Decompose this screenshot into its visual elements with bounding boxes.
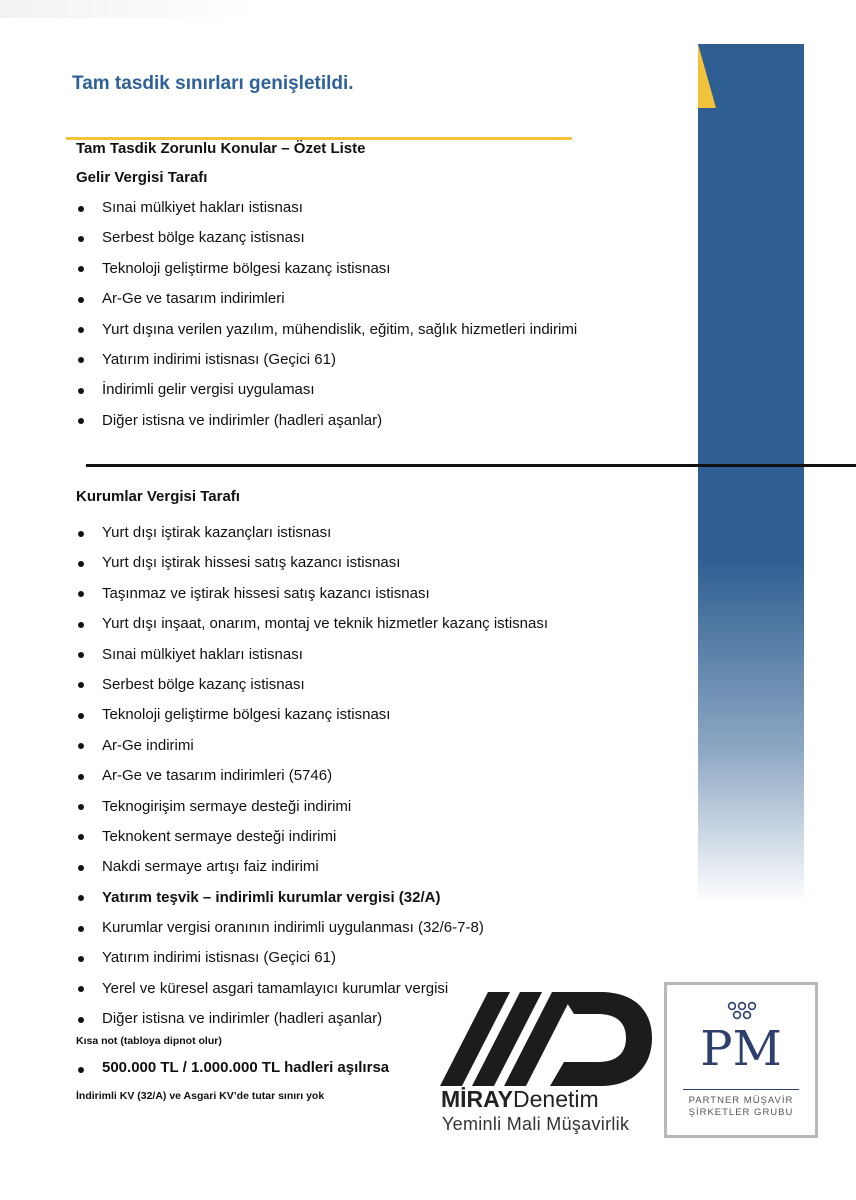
note-label: Kısa not (tabloya dipnot olur)	[76, 1035, 222, 1047]
list-item: Yatırım indirimi istisnası (Geçici 61)	[76, 943, 548, 973]
list-item: Serbest bölge kazanç istisnası	[76, 223, 577, 253]
corporate-tax-heading: Kurumlar Vergisi Tarafı	[76, 488, 240, 505]
list-item: Diğer istisna ve indirimler (hadleri aşanlar)	[76, 1004, 548, 1034]
list-item: Nakdi sermaye artışı faiz indirimi	[76, 852, 548, 882]
list-item: Sınai mülkiyet hakları istisnası	[76, 193, 577, 223]
pm-logo-caption	[667, 1095, 815, 1119]
income-tax-heading: Gelir Vergisi Tarafı	[76, 169, 208, 186]
corporate-tax-section	[76, 487, 548, 1035]
list-item: Kurumlar vergisi oranının indirimli uygulanması (32/6-7-8)	[76, 913, 548, 943]
pm-logo-divider	[683, 1089, 799, 1090]
list-item: Teknoloji geliştirme bölgesi kazanç istisnası	[76, 700, 548, 730]
rings-icon	[727, 1001, 757, 1021]
list-item: Yerel ve küresel asgari tamamlayıcı kurumlar vergisi	[76, 974, 548, 1004]
pm-logo-line1: PARTNER MÜŞAVİR	[688, 1095, 794, 1106]
list-item: Ar-Ge ve tasarım indirimleri	[76, 284, 577, 314]
summary-heading: Tam Tasdik Zorunlu Konular – Özet Liste	[76, 140, 366, 157]
note-list	[76, 1054, 389, 1082]
note-line: İndirimli KV (32/A) ve Asgari KV’de tutar sınırı yok	[76, 1090, 325, 1102]
list-item: Ar-Ge ve tasarım indirimleri (5746)	[76, 761, 548, 791]
list-item: Yatırım teşvik – indirimli kurumlar vergisi (32/A)	[76, 883, 548, 913]
top-shadow	[0, 0, 256, 18]
list-item: Teknokent sermaye desteği indirimi	[76, 822, 548, 852]
list-item: Teknogirişim sermaye desteği indirimi	[76, 792, 548, 822]
corporate-tax-list	[76, 518, 548, 1035]
section-divider	[86, 464, 856, 467]
list-item: Sınai mülkiyet hakları istisnası	[76, 640, 548, 670]
list-item: İndirimli gelir vergisi uygulaması	[76, 375, 577, 405]
list-item: Yurt dışına verilen yazılım, mühendislik, eğitim, sağlık hizmetleri indirimi	[76, 315, 577, 345]
miray-logo-name-bold: MİRAY	[441, 1086, 513, 1112]
list-item: Serbest bölge kazanç istisnası	[76, 670, 548, 700]
pm-logo-letters: PM	[700, 1021, 782, 1077]
miray-logo-subtitle: Yeminli Mali Müşavirlik	[442, 1114, 630, 1134]
list-item: Teknoloji geliştirme bölgesi kazanç istisnası	[76, 254, 577, 284]
list-item: Diğer istisna ve indirimler (hadleri aşanlar)	[76, 406, 577, 436]
list-item: Yurt dışı iştirak kazançları istisnası	[76, 518, 548, 548]
miray-logo-name	[441, 1086, 599, 1113]
page-title: Tam tasdik sınırları genişletildi.	[72, 73, 354, 94]
miray-logo-name-light: Denetim	[513, 1086, 599, 1112]
list-item: Yatırım indirimi istisnası (Geçici 61)	[76, 345, 577, 375]
pm-logo	[664, 982, 818, 1138]
note-bullet: 500.000 TL / 1.000.000 TL hadleri aşılırsa	[76, 1054, 389, 1082]
decorative-blue-bar	[698, 44, 804, 904]
pm-logo-line2: ŞİRKETLER GRUBU	[688, 1107, 794, 1118]
income-tax-section	[76, 139, 577, 436]
list-item: Ar-Ge indirimi	[76, 731, 548, 761]
list-item: Yurt dışı iştirak hissesi satış kazancı istisnası	[76, 548, 548, 578]
income-tax-list	[76, 193, 577, 436]
list-item: Taşınmaz ve iştirak hissesi satış kazancı istisnası	[76, 579, 548, 609]
list-item: Yurt dışı inşaat, onarım, montaj ve teknik hizmetler kazanç istisnası	[76, 609, 548, 639]
